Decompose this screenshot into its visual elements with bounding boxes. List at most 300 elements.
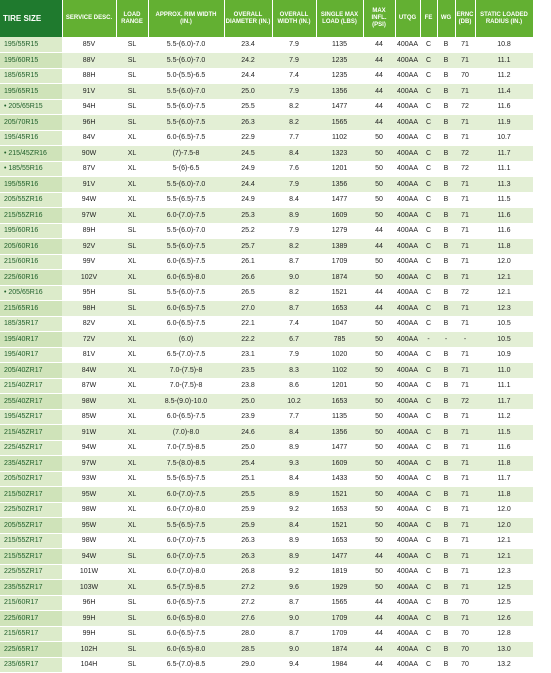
cell-wg: B [437, 68, 455, 84]
cell-single-max-load: 1389 [316, 239, 363, 255]
cell-static-loaded-radius: 11.1 [475, 378, 533, 394]
cell-load-range: XL [116, 161, 148, 177]
cell-max-infl: 44 [363, 285, 395, 301]
table-row [0, 37, 533, 53]
table-body [0, 37, 533, 673]
cell-tire-size: 215/55ZR17 [0, 549, 62, 565]
cell-ernc: 71 [455, 84, 475, 100]
cell-overall-width: 8.4 [272, 471, 316, 487]
table-row [0, 115, 533, 131]
cell-ernc: 71 [455, 487, 475, 503]
cell-static-loaded-radius: 11.5 [475, 425, 533, 441]
cell-single-max-load: 1709 [316, 611, 363, 627]
cell-static-loaded-radius: 11.8 [475, 239, 533, 255]
cell-utqg: 400AA [395, 223, 420, 239]
cell-static-loaded-radius: 11.6 [475, 440, 533, 456]
cell-max-infl: 44 [363, 223, 395, 239]
cell-max-infl: 50 [363, 425, 395, 441]
cell-static-loaded-radius: 12.8 [475, 626, 533, 642]
cell-load-range: SL [116, 301, 148, 317]
cell-single-max-load: 1653 [316, 533, 363, 549]
table-row [0, 53, 533, 69]
cell-overall-width: 7.9 [272, 223, 316, 239]
cell-static-loaded-radius: 12.1 [475, 533, 533, 549]
cell-fe: C [420, 394, 437, 410]
table-row [0, 192, 533, 208]
cell-utqg: 400AA [395, 347, 420, 363]
cell-rim-width: 5.5-(6.0)-7.0 [148, 53, 224, 69]
cell-fe: C [420, 161, 437, 177]
table-row [0, 502, 533, 518]
table-row [0, 533, 533, 549]
cell-overall-diameter: 22.9 [224, 130, 272, 146]
cell-ernc: 72 [455, 99, 475, 115]
cell-tire-size: 195/45R16 [0, 130, 62, 146]
cell-ernc: 71 [455, 208, 475, 224]
cell-max-infl: 50 [363, 580, 395, 596]
cell-wg: B [437, 192, 455, 208]
cell-overall-diameter: 25.4 [224, 456, 272, 472]
cell-fe: C [420, 285, 437, 301]
table-row [0, 208, 533, 224]
cell-fe: C [420, 471, 437, 487]
cell-max-infl: 50 [363, 456, 395, 472]
cell-fe: C [420, 425, 437, 441]
cell-static-loaded-radius: 12.0 [475, 502, 533, 518]
cell-rim-width: 6.0-(6.5)-8.0 [148, 642, 224, 658]
cell-ernc: 71 [455, 192, 475, 208]
cell-ernc: 71 [455, 440, 475, 456]
cell-overall-width: 8.6 [272, 378, 316, 394]
table-row [0, 285, 533, 301]
cell-overall-diameter: 25.1 [224, 471, 272, 487]
cell-overall-width: 9.0 [272, 270, 316, 286]
cell-load-range: XL [116, 254, 148, 270]
cell-utqg: 400AA [395, 409, 420, 425]
cell-max-infl: 44 [363, 84, 395, 100]
cell-tire-size: 185/65R15 [0, 68, 62, 84]
cell-wg: B [437, 270, 455, 286]
cell-overall-width: 8.2 [272, 239, 316, 255]
cell-max-infl: 50 [363, 409, 395, 425]
table-row [0, 471, 533, 487]
table-row [0, 394, 533, 410]
cell-overall-diameter: 22.1 [224, 316, 272, 332]
cell-load-range: XL [116, 471, 148, 487]
cell-load-range: XL [116, 564, 148, 580]
cell-max-infl: 50 [363, 316, 395, 332]
cell-overall-diameter: 25.5 [224, 487, 272, 503]
cell-service-desc: 98W [62, 394, 116, 410]
cell-overall-diameter: 27.6 [224, 611, 272, 627]
table-row [0, 425, 533, 441]
header-static-loaded-radius: STATIC LOADED RADIUS (IN.) [475, 0, 533, 37]
cell-single-max-load: 1874 [316, 270, 363, 286]
cell-load-range: XL [116, 456, 148, 472]
cell-wg: B [437, 394, 455, 410]
cell-wg: - [437, 332, 455, 348]
cell-max-infl: 44 [363, 626, 395, 642]
table-row [0, 347, 533, 363]
cell-fe: C [420, 409, 437, 425]
cell-ernc: 70 [455, 68, 475, 84]
cell-utqg: 400AA [395, 518, 420, 534]
cell-fe: C [420, 208, 437, 224]
header-fe: FE [420, 0, 437, 37]
cell-service-desc: 89H [62, 223, 116, 239]
cell-ernc: 71 [455, 580, 475, 596]
cell-ernc: 71 [455, 223, 475, 239]
cell-overall-width: 6.7 [272, 332, 316, 348]
cell-utqg: 400AA [395, 642, 420, 658]
cell-overall-diameter: 26.5 [224, 285, 272, 301]
cell-service-desc: 99H [62, 626, 116, 642]
cell-load-range: XL [116, 378, 148, 394]
table-row [0, 316, 533, 332]
cell-max-infl: 44 [363, 68, 395, 84]
table-row [0, 223, 533, 239]
cell-overall-width: 8.9 [272, 533, 316, 549]
cell-overall-width: 8.2 [272, 285, 316, 301]
cell-tire-size: 255/40ZR17 [0, 394, 62, 410]
cell-wg: B [437, 115, 455, 131]
cell-overall-diameter: 27.0 [224, 301, 272, 317]
cell-service-desc: 97W [62, 456, 116, 472]
cell-max-infl: 44 [363, 642, 395, 658]
cell-single-max-load: 1653 [316, 301, 363, 317]
cell-single-max-load: 1135 [316, 37, 363, 53]
cell-fe: C [420, 657, 437, 673]
cell-fe: C [420, 316, 437, 332]
cell-max-infl: 50 [363, 533, 395, 549]
cell-overall-diameter: 25.0 [224, 440, 272, 456]
cell-rim-width: 5.5-(6.0)-7.5 [148, 285, 224, 301]
cell-overall-width: 8.9 [272, 487, 316, 503]
cell-utqg: 400AA [395, 332, 420, 348]
cell-tire-size: 195/65R15 [0, 84, 62, 100]
cell-tire-size: 195/45ZR17 [0, 409, 62, 425]
cell-rim-width: 5.5-(6.0)-7.5 [148, 115, 224, 131]
cell-rim-width: 5.5-(6.0)-7.0 [148, 223, 224, 239]
cell-overall-diameter: 23.1 [224, 347, 272, 363]
cell-load-range: SL [116, 642, 148, 658]
cell-service-desc: 90W [62, 146, 116, 162]
cell-static-loaded-radius: 11.1 [475, 161, 533, 177]
cell-tire-size: 225/60R16 [0, 270, 62, 286]
header-single-max-load: SINGLE MAX LOAD (LBS) [316, 0, 363, 37]
cell-wg: B [437, 53, 455, 69]
cell-single-max-load: 1201 [316, 161, 363, 177]
table-row [0, 378, 533, 394]
cell-fe: C [420, 68, 437, 84]
cell-service-desc: 91V [62, 84, 116, 100]
cell-static-loaded-radius: 12.1 [475, 549, 533, 565]
cell-load-range: XL [116, 316, 148, 332]
cell-service-desc: 85W [62, 409, 116, 425]
cell-fe: C [420, 146, 437, 162]
cell-static-loaded-radius: 11.7 [475, 146, 533, 162]
cell-load-range: XL [116, 518, 148, 534]
cell-fe: C [420, 564, 437, 580]
cell-ernc: 71 [455, 518, 475, 534]
cell-max-infl: 50 [363, 146, 395, 162]
cell-tire-size: 215/55ZR17 [0, 533, 62, 549]
cell-static-loaded-radius: 12.6 [475, 611, 533, 627]
cell-load-range: XL [116, 192, 148, 208]
header-overall-width: OVERALL WIDTH (IN.) [272, 0, 316, 37]
cell-ernc: 72 [455, 285, 475, 301]
table-row [0, 657, 533, 673]
cell-rim-width: 6.0-(6.5)-8.0 [148, 270, 224, 286]
cell-ernc: 71 [455, 409, 475, 425]
cell-overall-diameter: 26.1 [224, 254, 272, 270]
cell-overall-diameter: 27.2 [224, 595, 272, 611]
cell-fe: C [420, 270, 437, 286]
cell-tire-size: • 205/65R16 [0, 285, 62, 301]
cell-overall-width: 8.9 [272, 208, 316, 224]
cell-max-infl: 50 [363, 487, 395, 503]
cell-fe: C [420, 84, 437, 100]
cell-overall-width: 8.4 [272, 146, 316, 162]
cell-load-range: XL [116, 425, 148, 441]
cell-ernc: 71 [455, 301, 475, 317]
cell-wg: B [437, 642, 455, 658]
cell-utqg: 400AA [395, 394, 420, 410]
cell-ernc: 70 [455, 657, 475, 673]
table-row [0, 456, 533, 472]
cell-utqg: 400AA [395, 611, 420, 627]
cell-wg: B [437, 657, 455, 673]
cell-max-infl: 50 [363, 347, 395, 363]
cell-wg: B [437, 254, 455, 270]
cell-overall-diameter: 27.2 [224, 580, 272, 596]
cell-static-loaded-radius: 12.3 [475, 301, 533, 317]
cell-load-range: XL [116, 580, 148, 596]
cell-static-loaded-radius: 11.8 [475, 487, 533, 503]
cell-utqg: 400AA [395, 130, 420, 146]
cell-overall-diameter: 24.9 [224, 161, 272, 177]
cell-overall-diameter: 29.0 [224, 657, 272, 673]
cell-overall-width: 7.4 [272, 316, 316, 332]
cell-utqg: 400AA [395, 53, 420, 69]
cell-tire-size: 215/65R17 [0, 626, 62, 642]
cell-utqg: 400AA [395, 533, 420, 549]
cell-overall-width: 8.9 [272, 440, 316, 456]
cell-utqg: 400AA [395, 595, 420, 611]
cell-load-range: SL [116, 595, 148, 611]
cell-rim-width: 7.5-(8.0)-8.5 [148, 456, 224, 472]
cell-utqg: 400AA [395, 471, 420, 487]
cell-overall-diameter: 25.7 [224, 239, 272, 255]
cell-load-range: XL [116, 440, 148, 456]
cell-service-desc: 84W [62, 363, 116, 379]
cell-single-max-load: 1356 [316, 177, 363, 193]
cell-service-desc: 102H [62, 642, 116, 658]
cell-wg: B [437, 84, 455, 100]
cell-rim-width: 5.5-(6.0)-7.0 [148, 37, 224, 53]
cell-rim-width: 5.5-(6.0)-7.5 [148, 239, 224, 255]
cell-tire-size: 215/50ZR17 [0, 487, 62, 503]
cell-ernc: 71 [455, 115, 475, 131]
cell-utqg: 400AA [395, 146, 420, 162]
cell-service-desc: 94W [62, 192, 116, 208]
cell-single-max-load: 1609 [316, 208, 363, 224]
table-row [0, 595, 533, 611]
cell-load-range: SL [116, 68, 148, 84]
cell-load-range: XL [116, 208, 148, 224]
cell-fe: C [420, 177, 437, 193]
table-row [0, 68, 533, 84]
cell-overall-diameter: 25.5 [224, 99, 272, 115]
cell-tire-size: 205/50ZR17 [0, 471, 62, 487]
cell-overall-diameter: 25.0 [224, 84, 272, 100]
cell-overall-width: 7.9 [272, 37, 316, 53]
cell-static-loaded-radius: 11.4 [475, 84, 533, 100]
cell-load-range: XL [116, 394, 148, 410]
cell-single-max-load: 1521 [316, 487, 363, 503]
cell-fe: C [420, 611, 437, 627]
cell-static-loaded-radius: 11.6 [475, 208, 533, 224]
cell-max-infl: 50 [363, 192, 395, 208]
cell-fe: C [420, 518, 437, 534]
cell-service-desc: 88H [62, 68, 116, 84]
cell-utqg: 400AA [395, 502, 420, 518]
cell-overall-width: 9.4 [272, 657, 316, 673]
table-row [0, 564, 533, 580]
cell-tire-size: 215/65R16 [0, 301, 62, 317]
cell-max-infl: 50 [363, 471, 395, 487]
cell-ernc: 71 [455, 471, 475, 487]
cell-overall-diameter: 24.4 [224, 177, 272, 193]
cell-max-infl: 50 [363, 502, 395, 518]
cell-single-max-load: 1020 [316, 347, 363, 363]
cell-ernc: 70 [455, 626, 475, 642]
table-header-row: TIRE SIZE SERVICE DESC. LOAD RANGE APPROX. RIM WIDTH (IN.) OVERALL DIAMETER (IN.) OVERALL WIDTH (IN.) SINGLE MAX LOAD (LBS) MAX INFL. (PSI) UTQG FE WG ERNC (DB) STATIC LOADED RADIUS (IN.) REVS PER MILE [0, 0, 533, 37]
cell-tire-size: • 185/55R16 [0, 161, 62, 177]
cell-wg: B [437, 347, 455, 363]
cell-utqg: 400AA [395, 239, 420, 255]
cell-overall-diameter: 24.5 [224, 146, 272, 162]
cell-rim-width: 6.0-(6.5)-8.0 [148, 611, 224, 627]
cell-service-desc: 82V [62, 316, 116, 332]
cell-overall-width: 8.4 [272, 518, 316, 534]
cell-overall-width: 8.7 [272, 595, 316, 611]
cell-static-loaded-radius: 11.7 [475, 394, 533, 410]
cell-service-desc: 87W [62, 378, 116, 394]
cell-tire-size: 215/60R16 [0, 254, 62, 270]
cell-service-desc: 96H [62, 115, 116, 131]
cell-single-max-load: 785 [316, 332, 363, 348]
cell-overall-width: 9.0 [272, 611, 316, 627]
cell-static-loaded-radius: 11.5 [475, 192, 533, 208]
table-row [0, 518, 533, 534]
cell-utqg: 400AA [395, 456, 420, 472]
cell-tire-size: 235/55ZR17 [0, 580, 62, 596]
header-max-infl: MAX INFL. (PSI) [363, 0, 395, 37]
cell-utqg: 400AA [395, 270, 420, 286]
cell-ernc: 71 [455, 502, 475, 518]
cell-service-desc: 93W [62, 471, 116, 487]
cell-single-max-load: 1279 [316, 223, 363, 239]
cell-load-range: SL [116, 657, 148, 673]
header-service-desc: SERVICE DESC. [62, 0, 116, 37]
cell-overall-diameter: 23.5 [224, 363, 272, 379]
cell-wg: B [437, 409, 455, 425]
cell-max-infl: 44 [363, 37, 395, 53]
cell-utqg: 400AA [395, 626, 420, 642]
cell-single-max-load: 1709 [316, 254, 363, 270]
cell-service-desc: 98W [62, 502, 116, 518]
cell-wg: B [437, 580, 455, 596]
cell-ernc: - [455, 332, 475, 348]
cell-overall-diameter: 26.3 [224, 533, 272, 549]
cell-utqg: 400AA [395, 425, 420, 441]
cell-service-desc: 94W [62, 549, 116, 565]
cell-tire-size: 225/55ZR17 [0, 564, 62, 580]
header-load-range: LOAD RANGE [116, 0, 148, 37]
cell-overall-width: 8.4 [272, 425, 316, 441]
cell-service-desc: 102V [62, 270, 116, 286]
table-row [0, 626, 533, 642]
cell-single-max-load: 1477 [316, 440, 363, 456]
cell-overall-diameter: 23.8 [224, 378, 272, 394]
table-row [0, 177, 533, 193]
cell-ernc: 71 [455, 425, 475, 441]
cell-static-loaded-radius: 11.6 [475, 223, 533, 239]
cell-ernc: 71 [455, 533, 475, 549]
cell-utqg: 400AA [395, 192, 420, 208]
cell-service-desc: 84V [62, 130, 116, 146]
cell-overall-width: 8.2 [272, 99, 316, 115]
cell-load-range: SL [116, 549, 148, 565]
cell-wg: B [437, 487, 455, 503]
cell-ernc: 71 [455, 177, 475, 193]
cell-rim-width: 6.0-(7.0)-7.5 [148, 208, 224, 224]
cell-overall-width: 7.4 [272, 68, 316, 84]
cell-rim-width: 5.5-(6.0)-7.5 [148, 99, 224, 115]
cell-overall-diameter: 26.3 [224, 115, 272, 131]
cell-wg: B [437, 456, 455, 472]
cell-tire-size: 195/55R16 [0, 177, 62, 193]
cell-max-infl: 50 [363, 130, 395, 146]
cell-static-loaded-radius: 11.8 [475, 456, 533, 472]
cell-tire-size: 215/55ZR16 [0, 208, 62, 224]
cell-ernc: 72 [455, 394, 475, 410]
cell-wg: B [437, 239, 455, 255]
cell-fe: C [420, 192, 437, 208]
cell-load-range: XL [116, 533, 148, 549]
cell-single-max-load: 1356 [316, 425, 363, 441]
cell-single-max-load: 1929 [316, 580, 363, 596]
cell-max-infl: 50 [363, 270, 395, 286]
cell-ernc: 71 [455, 456, 475, 472]
cell-ernc: 71 [455, 254, 475, 270]
cell-ernc: 71 [455, 239, 475, 255]
cell-max-infl: 44 [363, 595, 395, 611]
cell-service-desc: 95H [62, 285, 116, 301]
cell-service-desc: 94H [62, 99, 116, 115]
cell-service-desc: 81V [62, 347, 116, 363]
cell-single-max-load: 1135 [316, 409, 363, 425]
cell-utqg: 400AA [395, 254, 420, 270]
cell-utqg: 400AA [395, 363, 420, 379]
cell-overall-width: 9.0 [272, 642, 316, 658]
cell-load-range: SL [116, 37, 148, 53]
cell-load-range: SL [116, 611, 148, 627]
cell-wg: B [437, 626, 455, 642]
cell-overall-width: 9.6 [272, 580, 316, 596]
cell-static-loaded-radius: 11.2 [475, 68, 533, 84]
